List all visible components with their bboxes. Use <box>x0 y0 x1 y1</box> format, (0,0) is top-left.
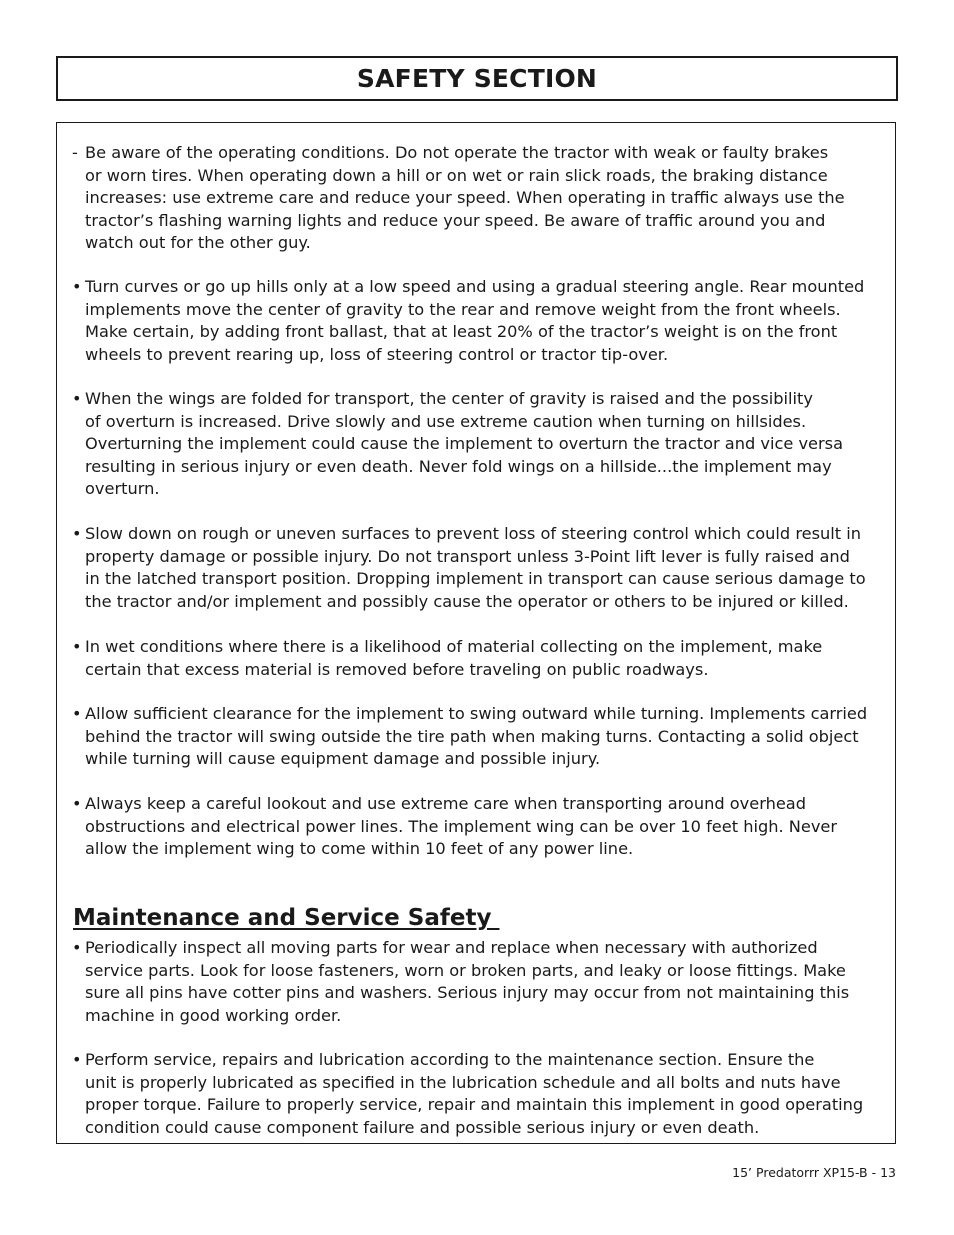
paragraph-line: condition could cause component failure and possible serious injury or even death. <box>85 1117 760 1137</box>
paragraph-line: unit is properly lubricated as specified in the lubrication schedule and all bolts and nuts have <box>85 1072 841 1092</box>
paragraph-line: overturn. <box>85 479 160 498</box>
paragraph-clearance <box>72 703 890 771</box>
paragraph-line: of overturn is increased. Drive slowly and use extreme caution when turning on hillsides. <box>85 411 807 431</box>
paragraph-line: or worn tires. When operating down a hill or on wet or rain slick roads, the braking distance <box>85 165 828 185</box>
paragraph-line: obstructions and electrical power lines. The implement wing can be over 10 feet high. Never <box>85 816 838 836</box>
bullet-marker: • <box>72 1050 82 1069</box>
paragraph-line: watch out for the other guy. <box>85 233 311 252</box>
paragraph-line: - Be aware of the operating conditions. Do not operate the tractor with weak or faulty brakes <box>72 142 890 165</box>
paragraph-slow-down <box>72 523 890 613</box>
page-footer: 15’ Predatorrr XP15-B - 13 <box>732 1165 896 1180</box>
paragraph-line: sure all pins have cotter pins and washers. Serious injury may occur from not maintaining this <box>85 983 850 1002</box>
paragraph-overhead-lookout <box>72 793 890 861</box>
bullet-marker: • <box>72 389 82 408</box>
paragraph-line: increases: use extreme care and reduce your speed. When operating in traffic always use the <box>85 188 845 207</box>
bullet-marker: • <box>72 938 82 957</box>
paragraph-line: machine in good working order. <box>85 1005 342 1025</box>
paragraph-line: • Always keep a careful lookout and use extreme care when transporting around overhead <box>72 793 890 816</box>
bullet-marker: • <box>72 637 82 656</box>
paragraph-line: • In wet conditions where there is a likelihood of material collecting on the implement, make <box>72 636 890 659</box>
paragraph-line: proper torque. Failure to properly service, repair and maintain this implement in good operating <box>85 1095 864 1114</box>
paragraph-line: • Turn curves or go up hills only at a low speed and using a gradual steering angle. Rear mounted <box>72 276 890 299</box>
paragraph-line: • Perform service, repairs and lubrication according to the maintenance section. Ensure the <box>72 1049 890 1072</box>
maintenance-heading: Maintenance and Service Safety <box>73 905 500 931</box>
bullet-marker: • <box>72 794 82 813</box>
paragraph-turn-curves <box>72 276 890 366</box>
paragraph-wet-conditions <box>72 636 890 681</box>
safety-content-box <box>56 122 896 1144</box>
bullet-marker: • <box>72 524 82 543</box>
paragraph-line: while turning will cause equipment damage and possible injury. <box>85 749 601 768</box>
page-title: SAFETY SECTION <box>356 64 598 93</box>
paragraph-perform-service <box>72 1049 890 1139</box>
paragraph-line: Overturning the implement could cause the implement to overturn the tractor and vice versa <box>85 434 844 453</box>
paragraph-line: wheels to prevent rearing up, loss of steering control or tractor tip-over. <box>85 344 669 364</box>
bullet-marker: • <box>72 277 82 296</box>
paragraph-line: in the latched transport position. Dropping implement in transport can cause serious damage to <box>85 569 866 588</box>
paragraph-line: • Allow sufficient clearance for the implement to swing outward while turning. Implements carried <box>72 703 890 726</box>
paragraph-inspect-parts <box>72 937 890 1027</box>
dash-marker: - <box>72 143 78 162</box>
paragraph-line: service parts. Look for loose fasteners, worn or broken parts, and leaky or loose fittings. Make <box>85 960 846 980</box>
section-title-box <box>56 56 898 101</box>
paragraph-line: • Slow down on rough or uneven surfaces to prevent loss of steering control which could result in <box>72 523 890 546</box>
paragraph-line: the tractor and/or implement and possibly cause the operator or others to be injured or killed. <box>85 591 849 611</box>
paragraph-line: tractor’s flashing warning lights and reduce your speed. Be aware of traffic around you and <box>85 210 826 230</box>
paragraph-wings-folded <box>72 388 890 501</box>
paragraph-operating-conditions <box>72 142 890 255</box>
paragraph-line: • Periodically inspect all moving parts for wear and replace when necessary with authorized <box>72 937 890 960</box>
paragraph-line: resulting in serious injury or even death. Never fold wings on a hillside...the implement may <box>85 456 832 476</box>
paragraph-line: certain that excess material is removed before traveling on public roadways. <box>85 659 709 679</box>
paragraph-line: • When the wings are folded for transport, the center of gravity is raised and the possibility <box>72 388 890 411</box>
paragraph-line: behind the tractor will swing outside the tire path when making turns. Contacting a solid object <box>85 726 859 746</box>
bullet-marker: • <box>72 704 82 723</box>
paragraph-line: Make certain, by adding front ballast, that at least 20% of the tractor’s weight is on the front <box>85 322 838 341</box>
paragraph-line: property damage or possible injury. Do not transport unless 3-Point lift lever is fully raised and <box>85 546 850 566</box>
paragraph-line: allow the implement wing to come within 10 feet of any power line. <box>85 839 634 858</box>
paragraph-line: implements move the center of gravity to the rear and remove weight from the front wheels. <box>85 299 841 319</box>
